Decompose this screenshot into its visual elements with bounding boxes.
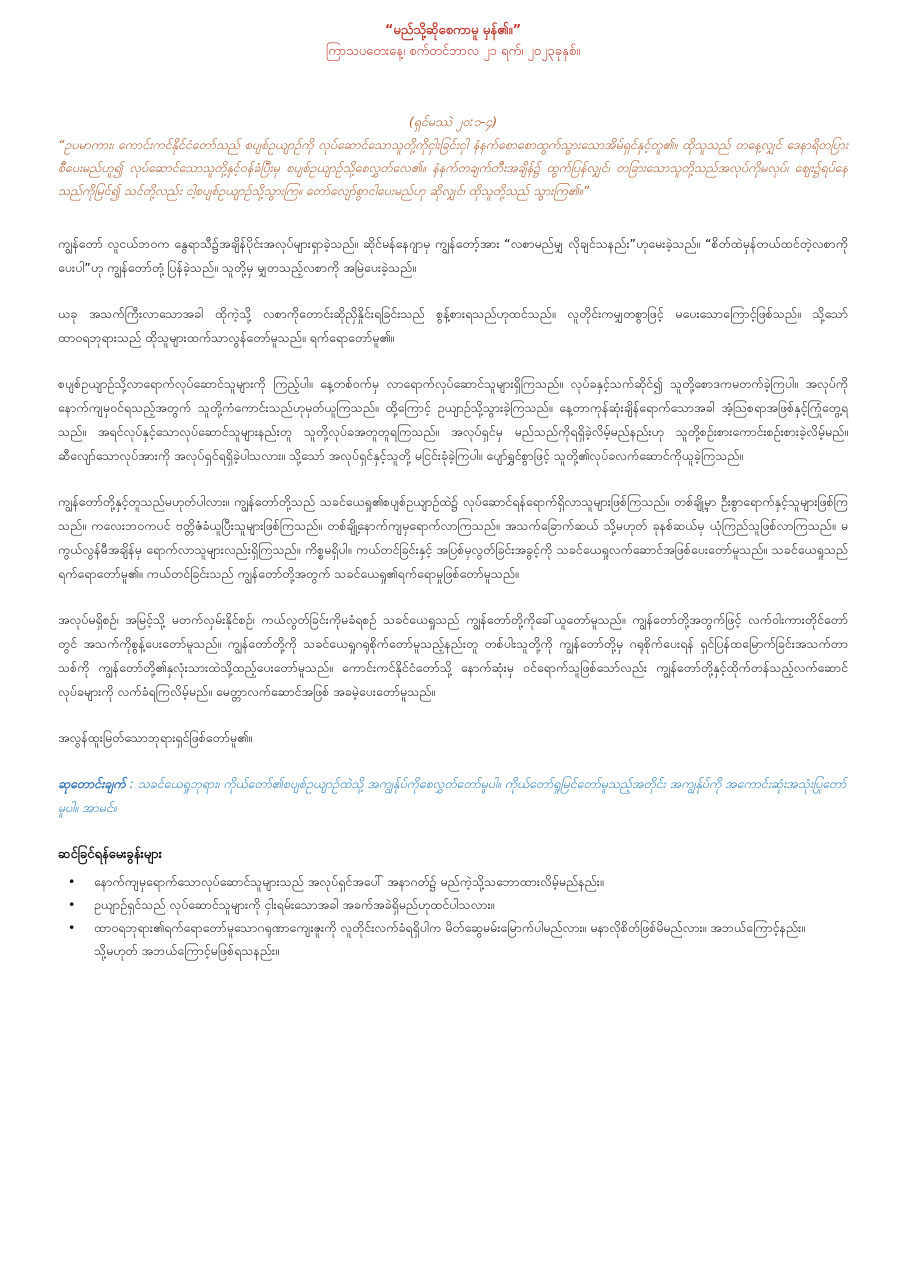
body-paragraph-4: ကျွန်တော်တို့နှင့်တူသည်မဟုတ်ပါလား။ ကျွန်တော်တို့သည် သခင်ယေရှု၏စပျစ်ဥယျာဉ်ထဲ၌ လုပ်ဆောင်ရန်ရောက်ရှိလာသူများဖြစ်ကြသည်။ တစ်ချို့မှာ ဦးစွာရောက်နှင့်သူများဖြစ်ကြသည်။ ကလေးဘဝကပင် ဗတ္တိဇံခံယူပြီးသူများဖြစ်ကြသည်။ တစ်ချို့နောက်ကျမှရောက်လာကြသည်။ အသက်ခြောက်ဆယ် သို့မဟုတ် ခုနစ်ဆယ်မှ ယုံကြည်သူဖြစ်လာကြသည်။ မကွယ်လွန်မီအချိန်မှ ရောက်လာသူများလည်းရှိကြသည်။ ကိစ္စမရှိပါ။ ကယ်တင်ခြင်းနှင့် အပြစ်မှလွတ်ခြင်းအခွင့်ကို သခင်ယေရှုလက်ဆောင်အဖြစ်ပေးတော်မူသည်။ သခင်ယေရှုသည် ရက်ရောတော်မူ၏။ ကယ်တင်ခြင်းသည် ကျွန်တော်တို့အတွက် သခင်ယေရှု၏ရက်ရောမှုဖြစ်တော်မူသည်။ <box>58 494 848 581</box>
body-paragraph-5: အလုပ်မရှိစဉ်၊ အမြင့်သို့ မတက်လှမ်းနိုင်စဉ်၊ ကယ်လွတ်ခြင်းကိုမခံရစဉ် သခင်ယေရှုသည် ကျွန်တော်တို့ကိုခေါ်ယူတော်မူသည်။ ကျွန်တော်တို့အတွက်ဖြင့် လက်ဝါးကားတိုင်တော်တွင် အသက်ကိုစွန့်ပေးတော်မူသည်။ ကျွန်တော်တို့ကို သခင်ယေရှုဂရုစိုက်တော်မူသည့်နည်းတူ တစ်ပါးသူတို့ကို ကျွန်တော်တို့မှ ဂရုစိုက်ပေးရန် ရှင်ပြန်ထမြောက်ခြင်းအသက်တာသစ်ကို ကျွန်တော်တို့၏နှလုံးသားထဲသို့ထည့်ပေးတော်မူသည်။ ကောင်းကင်နိုင်ငံတော်သို့ နောက်ဆုံးမှ ဝင်ရောက်သူဖြစ်သော်လည်း ကျွန်တော်တို့နှင့်ထိုက်တန်သည့်လက်ဆောင်လုပ်ခများကို လက်ခံရကြလိမ့်မည်။ မေတ္တာလက်ဆောင်အဖြစ် အခမဲ့ပေးတော်မူသည်။ <box>58 612 848 699</box>
body-paragraph-6: အလွန်ထူးမြတ်သောဘုရားရှင်ဖြစ်တော်မူ၏။ <box>58 730 252 745</box>
bullet-icon: • <box>68 874 76 889</box>
question-text: ဥယျာဉ်ရှင်သည် လုပ်ဆောင်သူများကို ငှါးရမ်းသောအခါ အခက်အခဲရှိမည်ဟုထင်ပါသလား။ <box>94 897 495 912</box>
list-item <box>68 870 848 893</box>
bullet-icon: • <box>68 920 76 935</box>
prayer-label: ဆုတောင်းချက် <box>58 776 126 791</box>
list-item <box>68 916 848 962</box>
bullet-icon: • <box>68 897 76 912</box>
scripture-reference: (ရှင်မဿဲ ၂၀:၁-၄) <box>408 114 498 129</box>
body-paragraph-3: စပျစ်ဥယျာဉ်သို့လာရောက်လုပ်ဆောင်သူများကို ကြည့်ပါ။ နေ့တစ်ဝက်မှ လာရောက်လုပ်ဆောင်သူများရှိကြသည်။ လုပ်ခနှင့်သက်ဆိုင်၍ သူတို့စောဒကမတက်ခဲ့ကြပါ။ အလုပ်ကိုနောက်ကျမှဝင်ရသည့်အတွက် သူတို့ကံကောင်းသည်ဟုမှတ်ယူကြသည်။ ထို့ကြောင့် ဥယျာဉ်သို့သွားခဲ့ကြသည်။ နေ့တာကုန်ဆုံးချိန်ရောက်သောအခါ အံ့ဩစရာအဖြစ်နှင့်ကြုံတွေ့ရသည်။ အရင်လုပ်နှင့်သောလုပ်ဆောင်သူများနည်းတူ သူတို့လုပ်ခအတူတူရကြသည်။ အလုပ်ရှင်မှ မည်သည်ကိုရရှိခဲ့လိမ့်မည်နည်းဟု သူတို့စဉ်းစားကောင်းစဉ်းစားခဲ့လိမ့်မည်။ ဆီလျော်သောလုပ်အားကို အလုပ်ရှင်ရရှိခဲ့ပါသလား။ သို့သော် အလုပ်ရှင်နှင့်သူတို့ မငြင်းခုံခဲ့ကြပါ။ ပျော်ရွှင်စွာဖြင့် သူတို့၏လုပ်ခလက်ဆောင်ကိုယူခဲ့ကြသည်။ <box>58 376 848 463</box>
body-paragraph-1: ကျွန်တော် လူငယ်ဘဝက နွေရာသီ၌အချိန်ပိုင်းအလုပ်များရှာခဲ့သည်။ ဆိုင်မန်နေဂျာမှ ကျွန်တော့်အား “လစာမည်မျှ လိုချင်သနည်း”ဟုမေးခဲ့သည်။ “စိတ်ထဲမှန်တယ်ထင်တဲ့လစာကိုပေးပါ”ဟု ကျွန်တော်တုံ့ပြန်ခဲ့သည်။ သူတို့မှ မျှတသည့်လစာကို အမြဲပေးခဲ့သည်။ <box>58 236 848 275</box>
body-paragraph-2: ယခု အသက်ကြီးလာသောအခါ ထိုကဲ့သို့ လစာကိုတောင်းဆိုညှိနှိုင်းရခြင်းသည် စွန့်စားရသည်ဟုထင်သည်။ လူတိုင်းကမျှတစွာဖြင့် မပေးသောကြောင့်ဖြစ်သည်။ သို့သော် ထာဝရဘုရားသည် ထိုသူများထက်သာလွန်တော်မူသည်။ ရက်ရောတော်မူ၏။ <box>58 306 848 345</box>
list-item <box>68 893 848 916</box>
question-text: ထာဝရဘုရား၏ရက်ရောတော်မူသောဂရုဏာကျေးဇူးကို လူတိုင်းလက်ခံရရှိပါက မိတ်ဆွေမမ်းမြောက်ပါမည်လား။ မနာလိုစိတ်ဖြစ်မိမည်လား။ အဘယ်ကြောင့်နည်း။ သို့မဟုတ် အဘယ်ကြောင့်မဖြစ်ရသနည်း။ <box>94 920 806 958</box>
date-line: ကြာသပတေးနေ့၊ စက်တင်ဘာလ ၂၁ ရက်၊ ၂၀၂၃ခုနှစ်။ <box>325 44 581 59</box>
scripture-block <box>58 110 848 202</box>
prayer-text: : သခင်ယေရှုဘုရား၊ ကိုယ်တော်၏စပျစ်ဥယျာဉ်ထဲသို့ အကျွန်ုပ်ကိုစေလွှတ်တော်မူပါ။ ကိုယ်တော်ရှုမြင်တော်မူသည့်အတိုင်း အကျွန်ုပ်ကို အကောင်းဆုံးအသုံးပြုတော်မူပါ။ အာမင်။ <box>58 776 847 815</box>
questions-title: ဆင်ခြင်ရန်မေးခွန်းများ <box>58 847 162 862</box>
prayer-block <box>58 772 848 820</box>
question-text: နောက်ကျမှရောက်သောလုပ်ဆောင်သူများသည် အလုပ်ရှင်အပေါ် အနာဂတ်၌ မည်ကဲ့သို့သဘောထားလိမ့်မည်နည်း။ <box>94 874 604 889</box>
scripture-text: “ဥပမာကား၊ ကောင်းကင်နိုင်ငံတော်သည် စပျစ်ဥယျာဉ်ကို လုပ်ဆောင်သောသူတို့ကိုငှါးခြင်းငှါ နံနက်စောစောထွက်သွားသောအိမ်ရှင်နှင့်တူ၏။ ထိုသူသည် တနေ့လျှင် ဒေနာရိတပြားစီပေးမည်ဟူ၍ လုပ်ဆောင်သောသူတို့နှင့်ဝန်ခံပြီးမှ စပျစ်ဥယျာဉ်သို့စေလွှတ်လေ၏။ နံနက်တချက်တီးအချိန်၌ ထွက်ပြန်လျှင်၊ တခြားသောသူတို့သည်အလုပ်ကိုမလုပ်၊ ဈေး၌ရပ်နေသည်ကိုမြင်၍ သင်တို့လည်း ငါ့စပျစ်ဥယျာဉ်သို့သွားကြ။ တော်လျော်စွာငါပေးမည်ဟု ဆိုလျှင်၊ ထိုသူတို့သည် သွားကြ၏။” <box>58 137 848 198</box>
questions-list <box>58 870 848 962</box>
page-title: “မည်သို့ဆိုစေကာမူ မှန်၏။” <box>384 23 522 38</box>
devotional-page <box>58 20 848 962</box>
